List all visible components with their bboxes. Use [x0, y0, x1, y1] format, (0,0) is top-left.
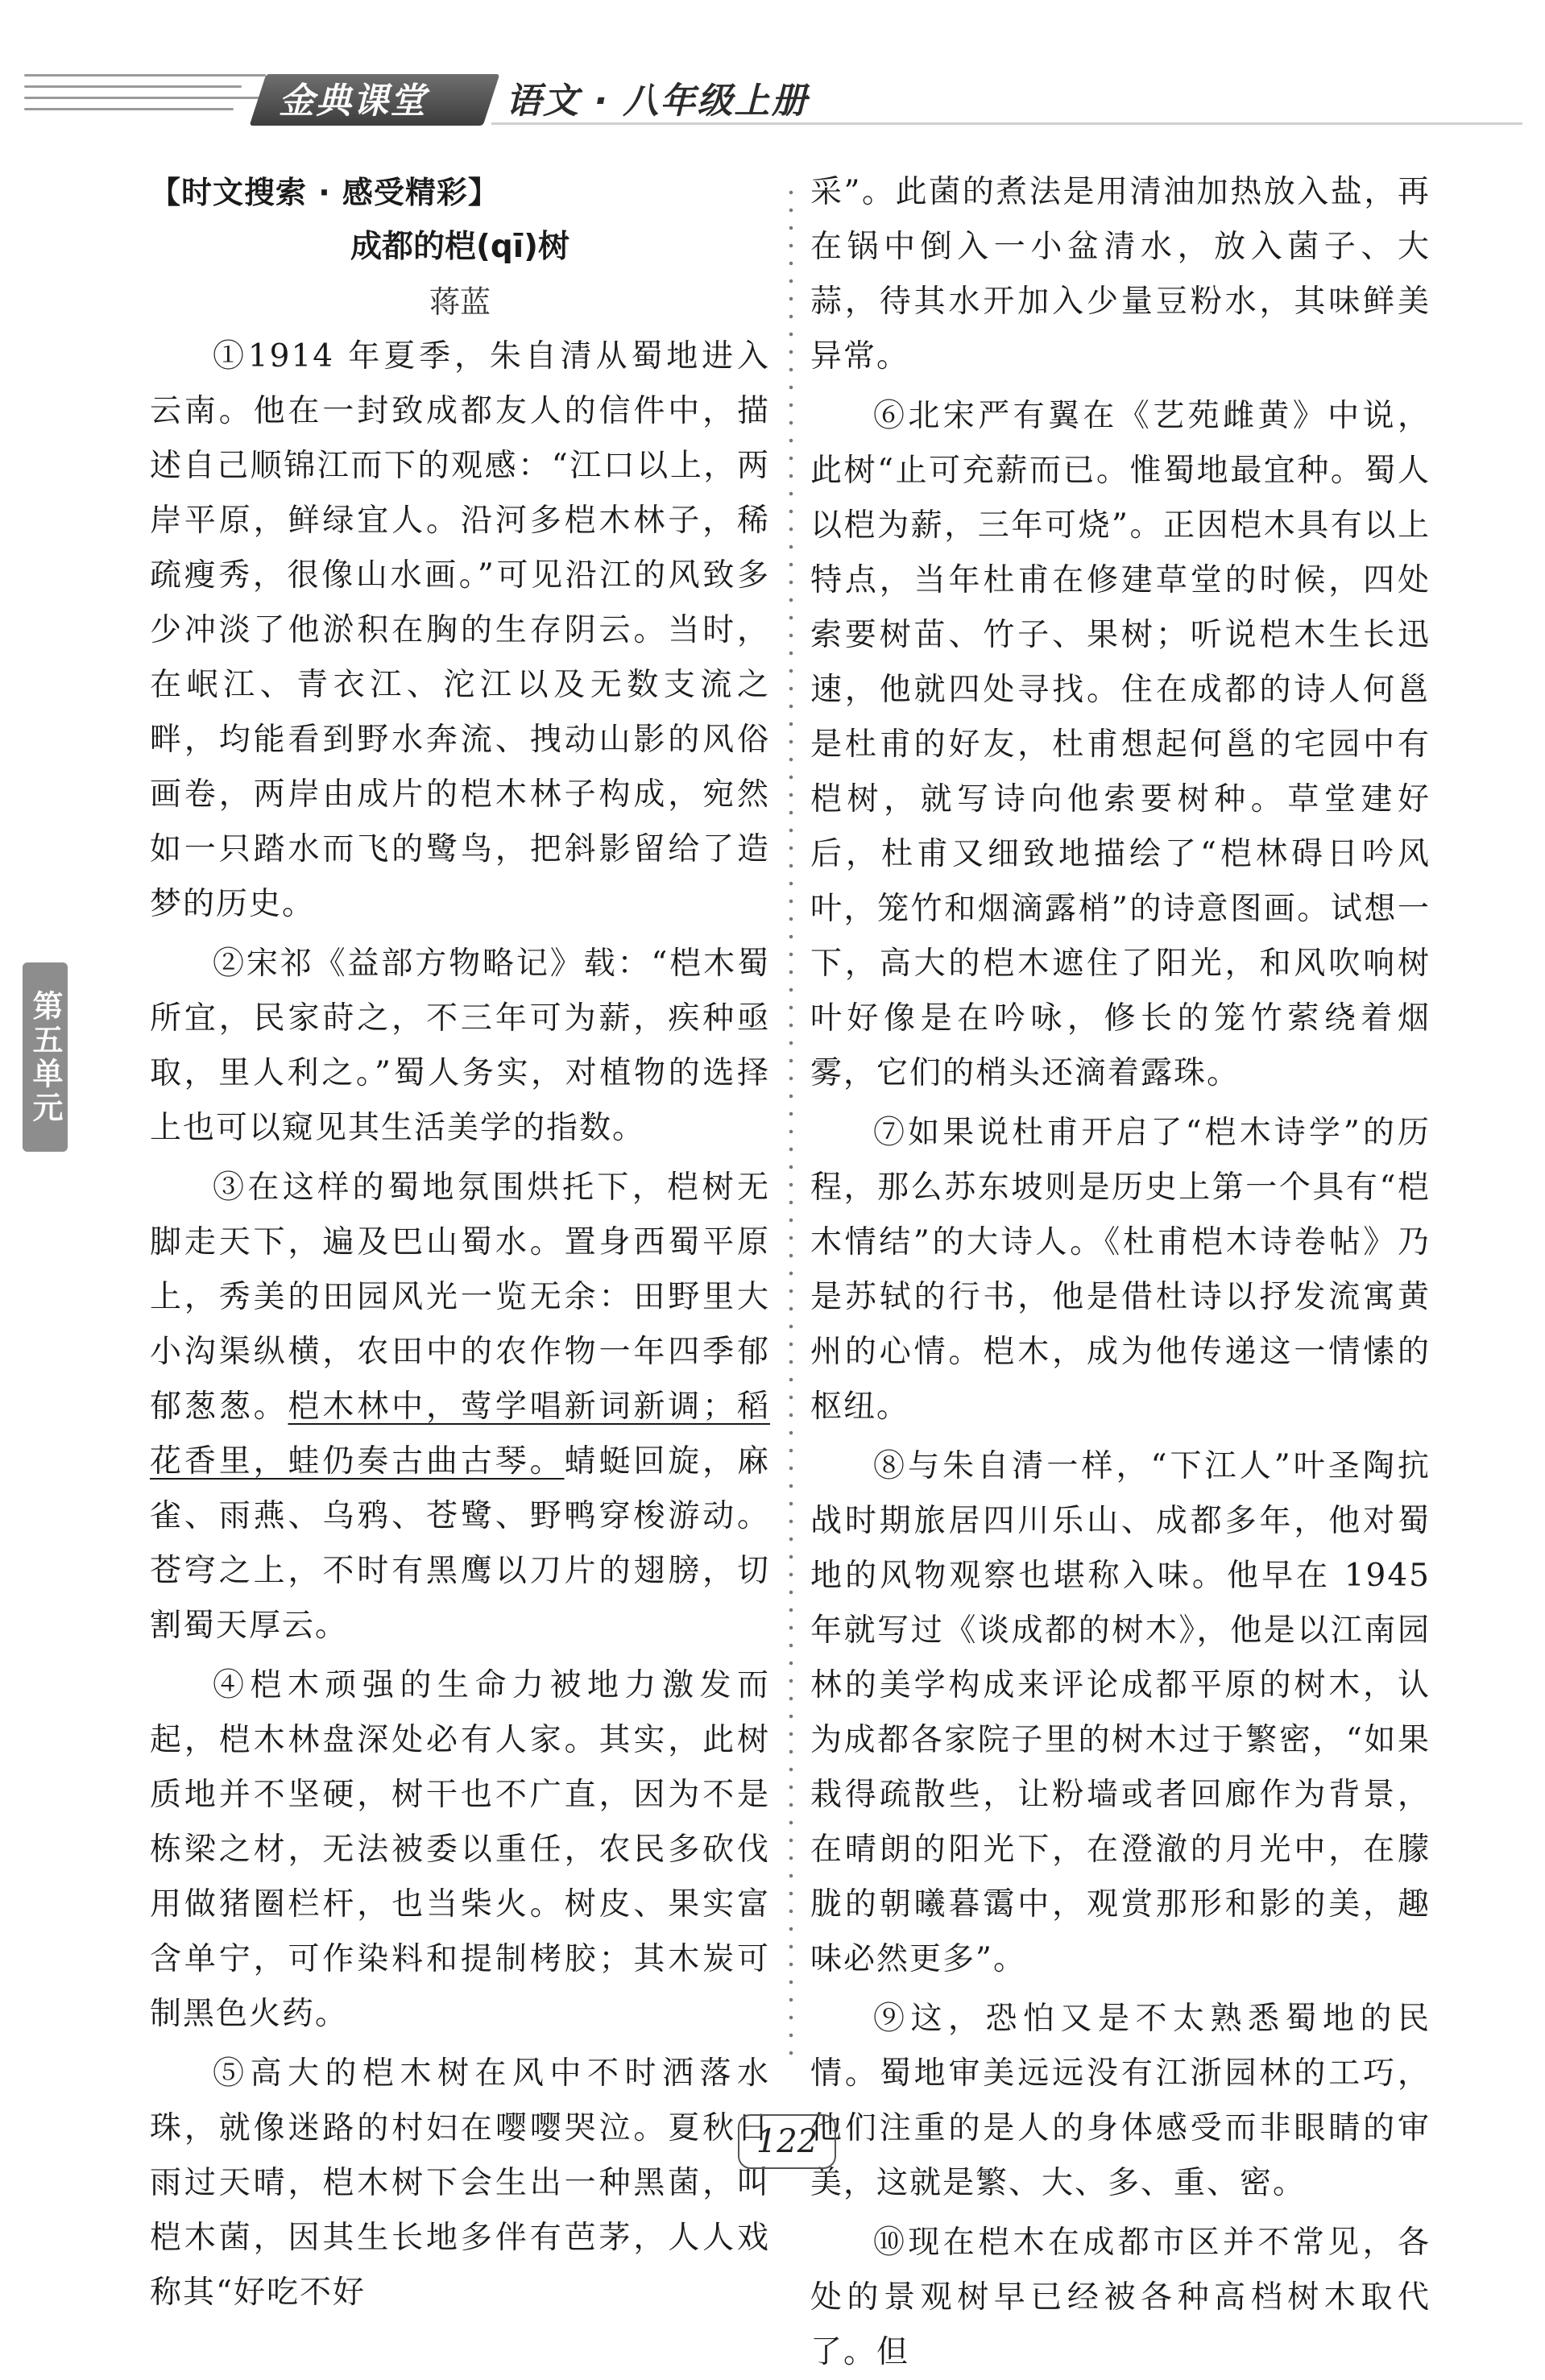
paragraph-7: ⑦如果说杜甫开启了“桤木诗学”的历程，那么苏东坡则是历史上第一个具有“桤木情结”的大诗人。《杜甫桤木诗卷帖》乃是苏轼的行书，他是借杜诗以抒发流寓黄州的心情。桤木，成为他传递这一情愫的枢纽。 — [810, 1115, 1431, 1425]
page-number: 122 — [738, 2114, 836, 2169]
paragraph-10: ⑩现在桤木在成都市区并不常见，各处的景观树早已经被各种高档树木取代了。但 — [810, 2225, 1431, 2370]
left-column — [150, 165, 770, 2320]
paragraph-9: ⑨这，恐怕又是不太熟悉蜀地的民情。蜀地审美远远没有江浙园林的工巧，他们注重的是人的身体感受而非眼睛的审美，这就是繁、大、多、重、密。 — [810, 2001, 1431, 2201]
column-divider — [785, 184, 797, 2068]
paragraph-8: ⑧与朱自清一样，“下江人”叶圣陶抗战时期旅居四川乐山、成都多年，他对蜀地的风物观察也堪称入味。他早在 1945 年就写过《谈成都的树木》，他是以江南园林的美学构成来评论成都平原的树木，认为成都各家院子里的树木过于繁密，“如果栽得疏散些，让粉墙或者回廊作为背景，在晴朗的阳光下，在澄澈的月光中，在朦胧的朝曦暮霭中，观赏那形和影的美，趣味必然更多”。 — [810, 1448, 1431, 1977]
paragraph-2: ②宋祁《益部方物略记》载：“桤木蜀所宜，民家莳之，不三年可为薪，疾种亟取，里人利之。”蜀人务实，对植物的选择上也可以窥见其生活美学的指数。 — [150, 946, 770, 1146]
unit-side-tab: 第五单元 — [23, 962, 68, 1152]
section-label: 【时文搜索 · 感受精彩】 — [150, 175, 499, 210]
paragraph-3-underlined: 桤木林中，莺学唱新词新调；稻花香里，蛙仍奏古曲古琴。 — [150, 1389, 770, 1480]
paragraph-3-start: ③在这样的蜀地氛围烘托下，桤树无脚走天下，遍及巴山蜀水。置身西蜀平原上，秀美的田园风光一览无余：田野里大小沟渠纵横，农田中的农作物一年四季郁郁葱葱。 — [150, 1169, 770, 1425]
paragraph-5-continued: 采”。此菌的煮法是用清油加热放入盐，再在锅中倒入一小盆清水，放入菌子、大蒜，待其水开加入少量豆粉水，其味鲜美异常。 — [810, 174, 1431, 375]
paragraph-3 — [150, 1161, 770, 1654]
header-decoration-lines — [24, 69, 282, 126]
subject-title: 语文 · 八年级上册 — [506, 81, 809, 122]
article-author: 蒋蓝 — [429, 284, 491, 320]
article-title: 成都的桤(qī)树 — [350, 229, 570, 265]
paragraph-3-end: 蜻蜓回旋，麻雀、雨燕、乌鸦、苍鹭、野鸭穿梭游动。苍穹之上，不时有黑鹰以刀片的翅膀，切割蜀天厚云。 — [150, 1443, 770, 1644]
paragraph-5: ⑤高大的桤木树在风中不时洒落水珠，就像迷路的村妇在嘤嘤哭泣。夏秋日雨过天晴，桤木树下会生出一种黑菌，叫桤木菌，因其生长地多伴有芭茅，人人戏称其“好吃不好 — [150, 2055, 770, 2311]
paragraph-1: ①1914 年夏季，朱自清从蜀地进入云南。他在一封致成都友人的信件中，描述自己顺锦江而下的观感：“江口以上，两岸平原，鲜绿宜人。沿河多桤木林子，稀疏瘦秀，很像山水画。”可见沿江的风致多少冲淡了他淤积在胸的生存阴云。当时，在岷江、青衣江、沱江以及无数支流之畔，均能看到野水奔流、拽动山影的风俗画卷，两岸由成片的桤木林子构成，宛然如一只踏水而飞的鹭鸟，把斜影留给了造梦的历史。 — [150, 338, 770, 922]
paragraph-6: ⑥北宋严有翼在《艺苑雌黄》中说，此树“止可充薪而已。惟蜀地最宜种。蜀人以桤为薪，三年可烧”。正因桤木具有以上特点，当年杜甫在修建草堂的时候，四处索要树苗、竹子、果树；听说桤木生长迅速，他就四处寻找。住在成都的诗人何邕是杜甫的好友，杜甫想起何邕的宅园中有桤树，就写诗向他索要树种。草堂建好后，杜甫又细致地描绘了“桤林碍日吟风叶，笼竹和烟滴露梢”的诗意图画。试想一下，高大的桤木遮住了阳光，和风吹响树叶好像是在吟咏，修长的笼竹萦绕着烟雾，它们的梢头还滴着露珠。 — [810, 398, 1431, 1091]
header-rule — [491, 122, 1522, 125]
page-header — [0, 48, 1545, 137]
right-column — [810, 165, 1431, 2380]
brand-title: 金典课堂 — [279, 81, 427, 122]
paragraph-4: ④桤木顽强的生命力被地力激发而起，桤木林盘深处必有人家。其实，此树质地并不坚硬，树干也不广直，因为不是栋梁之材，无法被委以重任，农民多砍伐用做猪圈栏杆，也当柴火。树皮、果实富含单宁，可作染料和提制栲胶；其木炭可制黑色火药。 — [150, 1667, 770, 2032]
